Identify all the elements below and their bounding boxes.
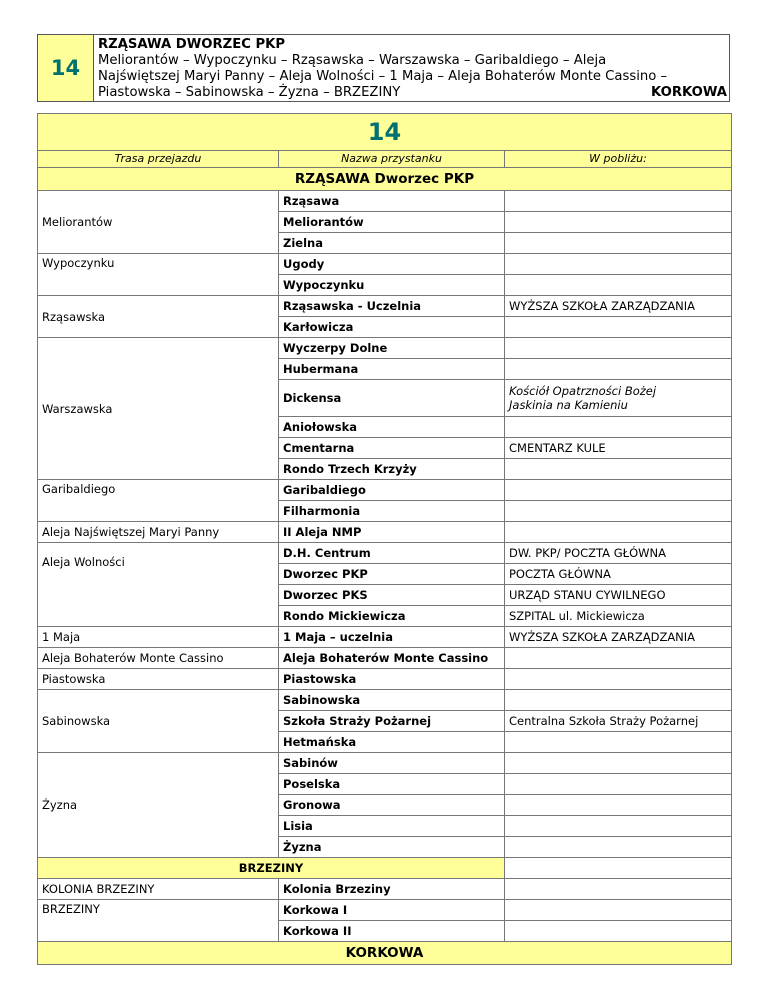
stop-name: Dworzec PKP	[279, 564, 505, 585]
section-mid: BRZEZINY	[38, 858, 505, 879]
street-cell: Żyzna	[38, 753, 279, 858]
stop-name: Karłowicza	[279, 317, 505, 338]
street-cell: Warszawska	[38, 338, 279, 480]
street-cell: BRZEZINY	[38, 900, 279, 942]
stop-name: II Aleja NMP	[279, 522, 505, 543]
nearby-cell	[505, 921, 732, 942]
nearby-cell: DW. PKP/ POCZTA GŁÓWNA	[505, 543, 732, 564]
stop-name: Gronowa	[279, 795, 505, 816]
stop-name: Zielna	[279, 233, 505, 254]
nearby-cell	[505, 816, 732, 837]
column-header-nearby: W pobliżu:	[505, 151, 732, 168]
nearby-cell	[505, 359, 732, 380]
stop-name: Piastowska	[279, 669, 505, 690]
nearby-cell	[505, 317, 732, 338]
stop-name: Żyzna	[279, 837, 505, 858]
stop-name: Korkowa II	[279, 921, 505, 942]
nearby-cell	[505, 732, 732, 753]
stop-name: Kolonia Brzeziny	[279, 879, 505, 900]
nearby-cell	[505, 522, 732, 543]
street-cell: Wypoczynku	[38, 254, 279, 296]
nearby-cell: Centralna Szkoła Straży Pożarnej	[505, 711, 732, 732]
route-description	[94, 35, 729, 101]
stop-name: Korkowa I	[279, 900, 505, 921]
section-end: KORKOWA	[38, 942, 732, 965]
stop-name: Dworzec PKS	[279, 585, 505, 606]
route-table	[37, 113, 732, 965]
stop-name: Aniołowska	[279, 417, 505, 438]
nearby-cell	[505, 774, 732, 795]
nearby-cell: WYŻSZA SZKOŁA ZARZĄDZANIA	[505, 296, 732, 317]
route-streets-line: Najświętszej Maryi Panny – Aleja Wolności – 1 Maja – Aleja Bohaterów Monte Cassino –	[98, 69, 668, 84]
nearby-cell: URZĄD STANU CYWILNEGO	[505, 585, 732, 606]
nearby-cell	[505, 900, 732, 921]
stop-name: 1 Maja – uczelnia	[279, 627, 505, 648]
stop-name: Lisia	[279, 816, 505, 837]
street-cell: Rząsawska	[38, 296, 279, 338]
nearby-cell	[505, 459, 732, 480]
nearby-cell	[505, 233, 732, 254]
stop-name: Rząsawa	[279, 191, 505, 212]
stop-name: Poselska	[279, 774, 505, 795]
nearby-cell: WYŻSZA SZKOŁA ZARZĄDZANIA	[505, 627, 732, 648]
stop-name: Ugody	[279, 254, 505, 275]
nearby-cell	[505, 417, 732, 438]
stop-name: Meliorantów	[279, 212, 505, 233]
stop-name: Hubermana	[279, 359, 505, 380]
nearby-cell: POCZTA GŁÓWNA	[505, 564, 732, 585]
nearby-line: Jaskinia na Kamieniu	[509, 398, 628, 412]
stop-name: Garibaldiego	[279, 480, 505, 501]
stop-name: Wypoczynku	[279, 275, 505, 296]
nearby-cell	[505, 480, 732, 501]
route-header	[37, 34, 730, 102]
street-cell: Aleja Bohaterów Monte Cassino	[38, 648, 279, 669]
stop-name: Rondo Mickiewicza	[279, 606, 505, 627]
route-number-badge: 14	[38, 35, 94, 101]
stop-name: Dickensa	[279, 380, 505, 417]
nearby-cell	[505, 690, 732, 711]
nearby-cell	[505, 338, 732, 359]
nearby-cell	[505, 648, 732, 669]
street-cell: Piastowska	[38, 669, 279, 690]
street-cell: Meliorantów	[38, 191, 279, 254]
nearby-cell	[505, 795, 732, 816]
street-cell: Sabinowska	[38, 690, 279, 753]
stop-name: Rząsawska - Uczelnia	[279, 296, 505, 317]
street-cell: Aleja Najświętszej Maryi Panny	[38, 522, 279, 543]
nearby-cell	[505, 879, 732, 900]
nearby-line: Kościół Opatrzności Bożej	[509, 384, 657, 398]
nearby-cell	[505, 212, 732, 233]
column-header-stop: Nazwa przystanku	[279, 151, 505, 168]
stop-name: Sabinów	[279, 753, 505, 774]
route-destination: KORKOWA	[651, 85, 727, 100]
nearby-cell	[505, 837, 732, 858]
column-header-route: Trasa przejazdu	[38, 151, 279, 168]
nearby-cell	[505, 275, 732, 296]
table-title: 14	[38, 114, 732, 151]
stop-name: Aleja Bohaterów Monte Cassino	[279, 648, 505, 669]
nearby-cell	[505, 753, 732, 774]
nearby-cell	[505, 254, 732, 275]
street-cell: 1 Maja	[38, 627, 279, 648]
stop-name: Sabinowska	[279, 690, 505, 711]
nearby-cell	[505, 669, 732, 690]
stop-name: Hetmańska	[279, 732, 505, 753]
street-cell: KOLONIA BRZEZINY	[38, 879, 279, 900]
street-cell: Garibaldiego	[38, 480, 279, 522]
street-cell: Aleja Wolności	[38, 543, 279, 627]
stop-name: Cmentarna	[279, 438, 505, 459]
nearby-cell	[505, 380, 732, 417]
stop-name: Filharmonia	[279, 501, 505, 522]
route-origin: RZĄSAWA DWORZEC PKP	[98, 37, 286, 52]
section-start: RZĄSAWA Dworzec PKP	[38, 168, 732, 191]
stop-name: Wyczerpy Dolne	[279, 338, 505, 359]
stop-name: D.H. Centrum	[279, 543, 505, 564]
nearby-cell: SZPITAL ul. Mickiewicza	[505, 606, 732, 627]
nearby-cell	[505, 501, 732, 522]
nearby-cell	[505, 191, 732, 212]
stop-name: Szkoła Straży Pożarnej	[279, 711, 505, 732]
route-streets-line: Meliorantów – Wypoczynku – Rząsawska – Warszawska – Garibaldiego – Aleja	[98, 53, 607, 68]
nearby-cell	[505, 858, 732, 879]
route-streets-line: Piastowska – Sabinowska – Żyzna – BRZEZINY	[98, 85, 401, 100]
stop-name: Rondo Trzech Krzyży	[279, 459, 505, 480]
nearby-cell: CMENTARZ KULE	[505, 438, 732, 459]
